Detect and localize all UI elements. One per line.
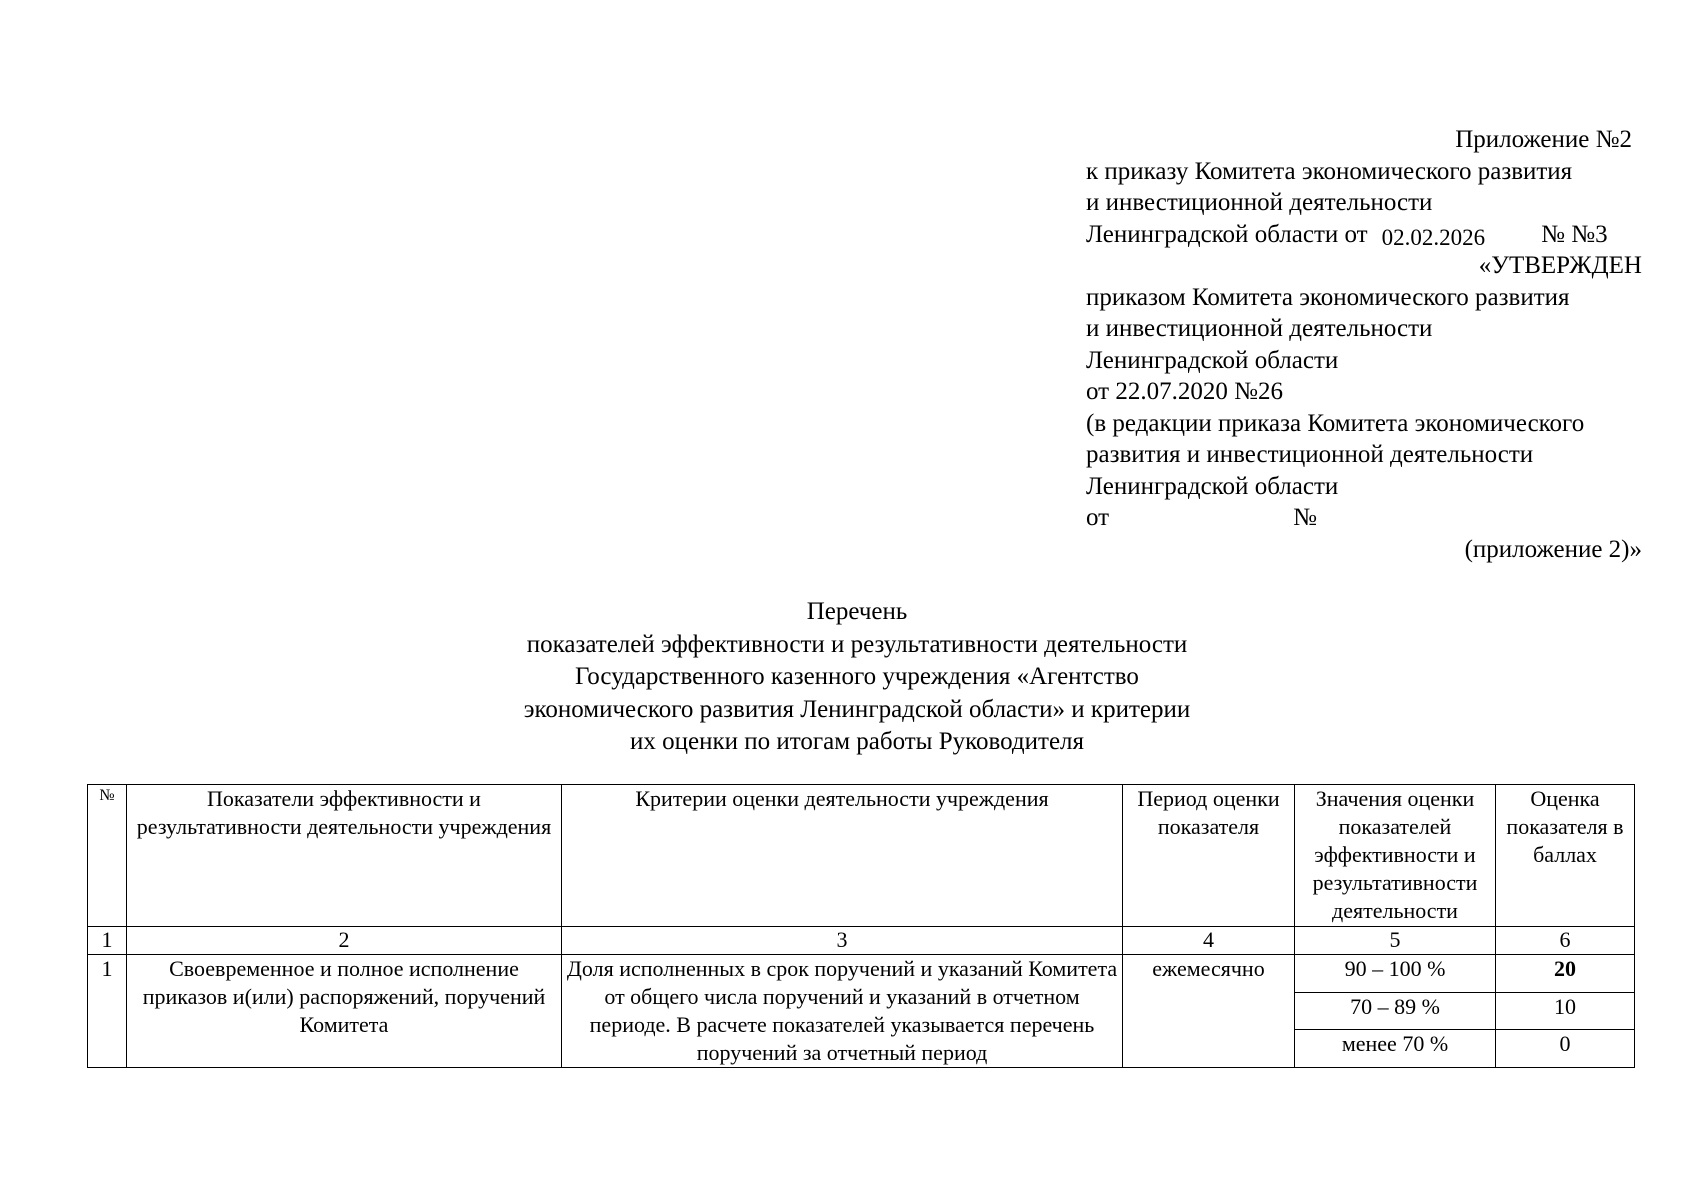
value-score: 10: [1496, 992, 1635, 1030]
column-number: 3: [562, 927, 1123, 955]
appendix-line: к приказу Комитета экономического развития: [1086, 157, 1573, 185]
blank-date-number-line: [1086, 502, 1646, 534]
appendix-title: Приложение №2: [1455, 126, 1632, 153]
approved-label: «УТВЕРЖДЕН: [1478, 252, 1642, 279]
title-line: Государственного казенного учреждения «Агентство: [575, 663, 1139, 690]
value-range: 90 – 100 %: [1295, 955, 1496, 993]
document-title: [0, 596, 1698, 759]
column-numbers-row: [88, 927, 1635, 955]
table-header-row: [88, 785, 1635, 927]
row-criteria: Доля исполненных в срок поручений и указаний Комитета от общего числа поручений и указаний в отчетном периоде. В расчете показателей указывается перечень поручений за отчетный период: [562, 955, 1123, 1068]
indicators-table: [87, 784, 1635, 1068]
value-score: 0: [1496, 1030, 1635, 1068]
title-line: экономического развития Ленинградской области» и критерии: [523, 695, 1191, 723]
number-label: №: [1293, 504, 1317, 531]
column-number: 1: [88, 927, 127, 955]
header-period: Период оценки показателя: [1123, 785, 1295, 927]
title-line: показателей эффективности и результативности деятельности: [526, 630, 1188, 658]
column-number: 6: [1496, 927, 1635, 955]
appendix-line: развития и инвестиционной деятельности: [1086, 441, 1534, 468]
order-date: 02.02.2026: [1381, 224, 1486, 250]
row-period: ежемесячно: [1123, 955, 1295, 1068]
value-range: менее 70 %: [1295, 1030, 1496, 1068]
appendix-line: Ленинградской области: [1086, 472, 1339, 500]
column-number: 4: [1123, 927, 1295, 955]
from-label: от: [1086, 504, 1110, 531]
value-range: 70 – 89 %: [1295, 992, 1496, 1030]
row-indicator: Своевременное и полное исполнение приказов и(или) распоряжений, поручений Комитета: [127, 955, 562, 1068]
title-line: их оценки по итогам работы Руководителя: [629, 728, 1085, 755]
table-row: [88, 955, 1635, 993]
appendix-closing: (приложение 2)»: [1464, 535, 1642, 563]
appendix-line: приказом Комитета экономического развития: [1086, 283, 1570, 311]
column-number: 2: [127, 927, 562, 955]
appendix-line: и инвестиционной деятельности: [1086, 315, 1433, 342]
header-values: Значения оценки показателей эффективности и результативности деятельности: [1295, 785, 1496, 927]
order-number: № №3: [1541, 220, 1608, 248]
header-criteria: Критерии оценки деятельности учреждения: [562, 785, 1123, 927]
appendix-region-line: [1086, 219, 1646, 251]
row-number: 1: [88, 955, 127, 1068]
header-score: Оценка показателя в баллах: [1496, 785, 1635, 927]
region-label: Ленинградской области от: [1086, 220, 1368, 248]
appendix-line: (в редакции приказа Комитета экономического: [1086, 409, 1585, 437]
appendix-line: от 22.07.2020 №26: [1086, 378, 1283, 405]
appendix-line: Ленинградской области: [1086, 346, 1339, 374]
header-indicator: Показатели эффективности и результативности деятельности учреждения: [127, 785, 562, 927]
appendix-line: и инвестиционной деятельности: [1086, 189, 1433, 216]
value-score: 20: [1496, 955, 1635, 993]
column-number: 5: [1295, 927, 1496, 955]
appendix-block: [1086, 124, 1646, 565]
title-line: Перечень: [806, 598, 908, 625]
header-number: №: [88, 785, 127, 927]
